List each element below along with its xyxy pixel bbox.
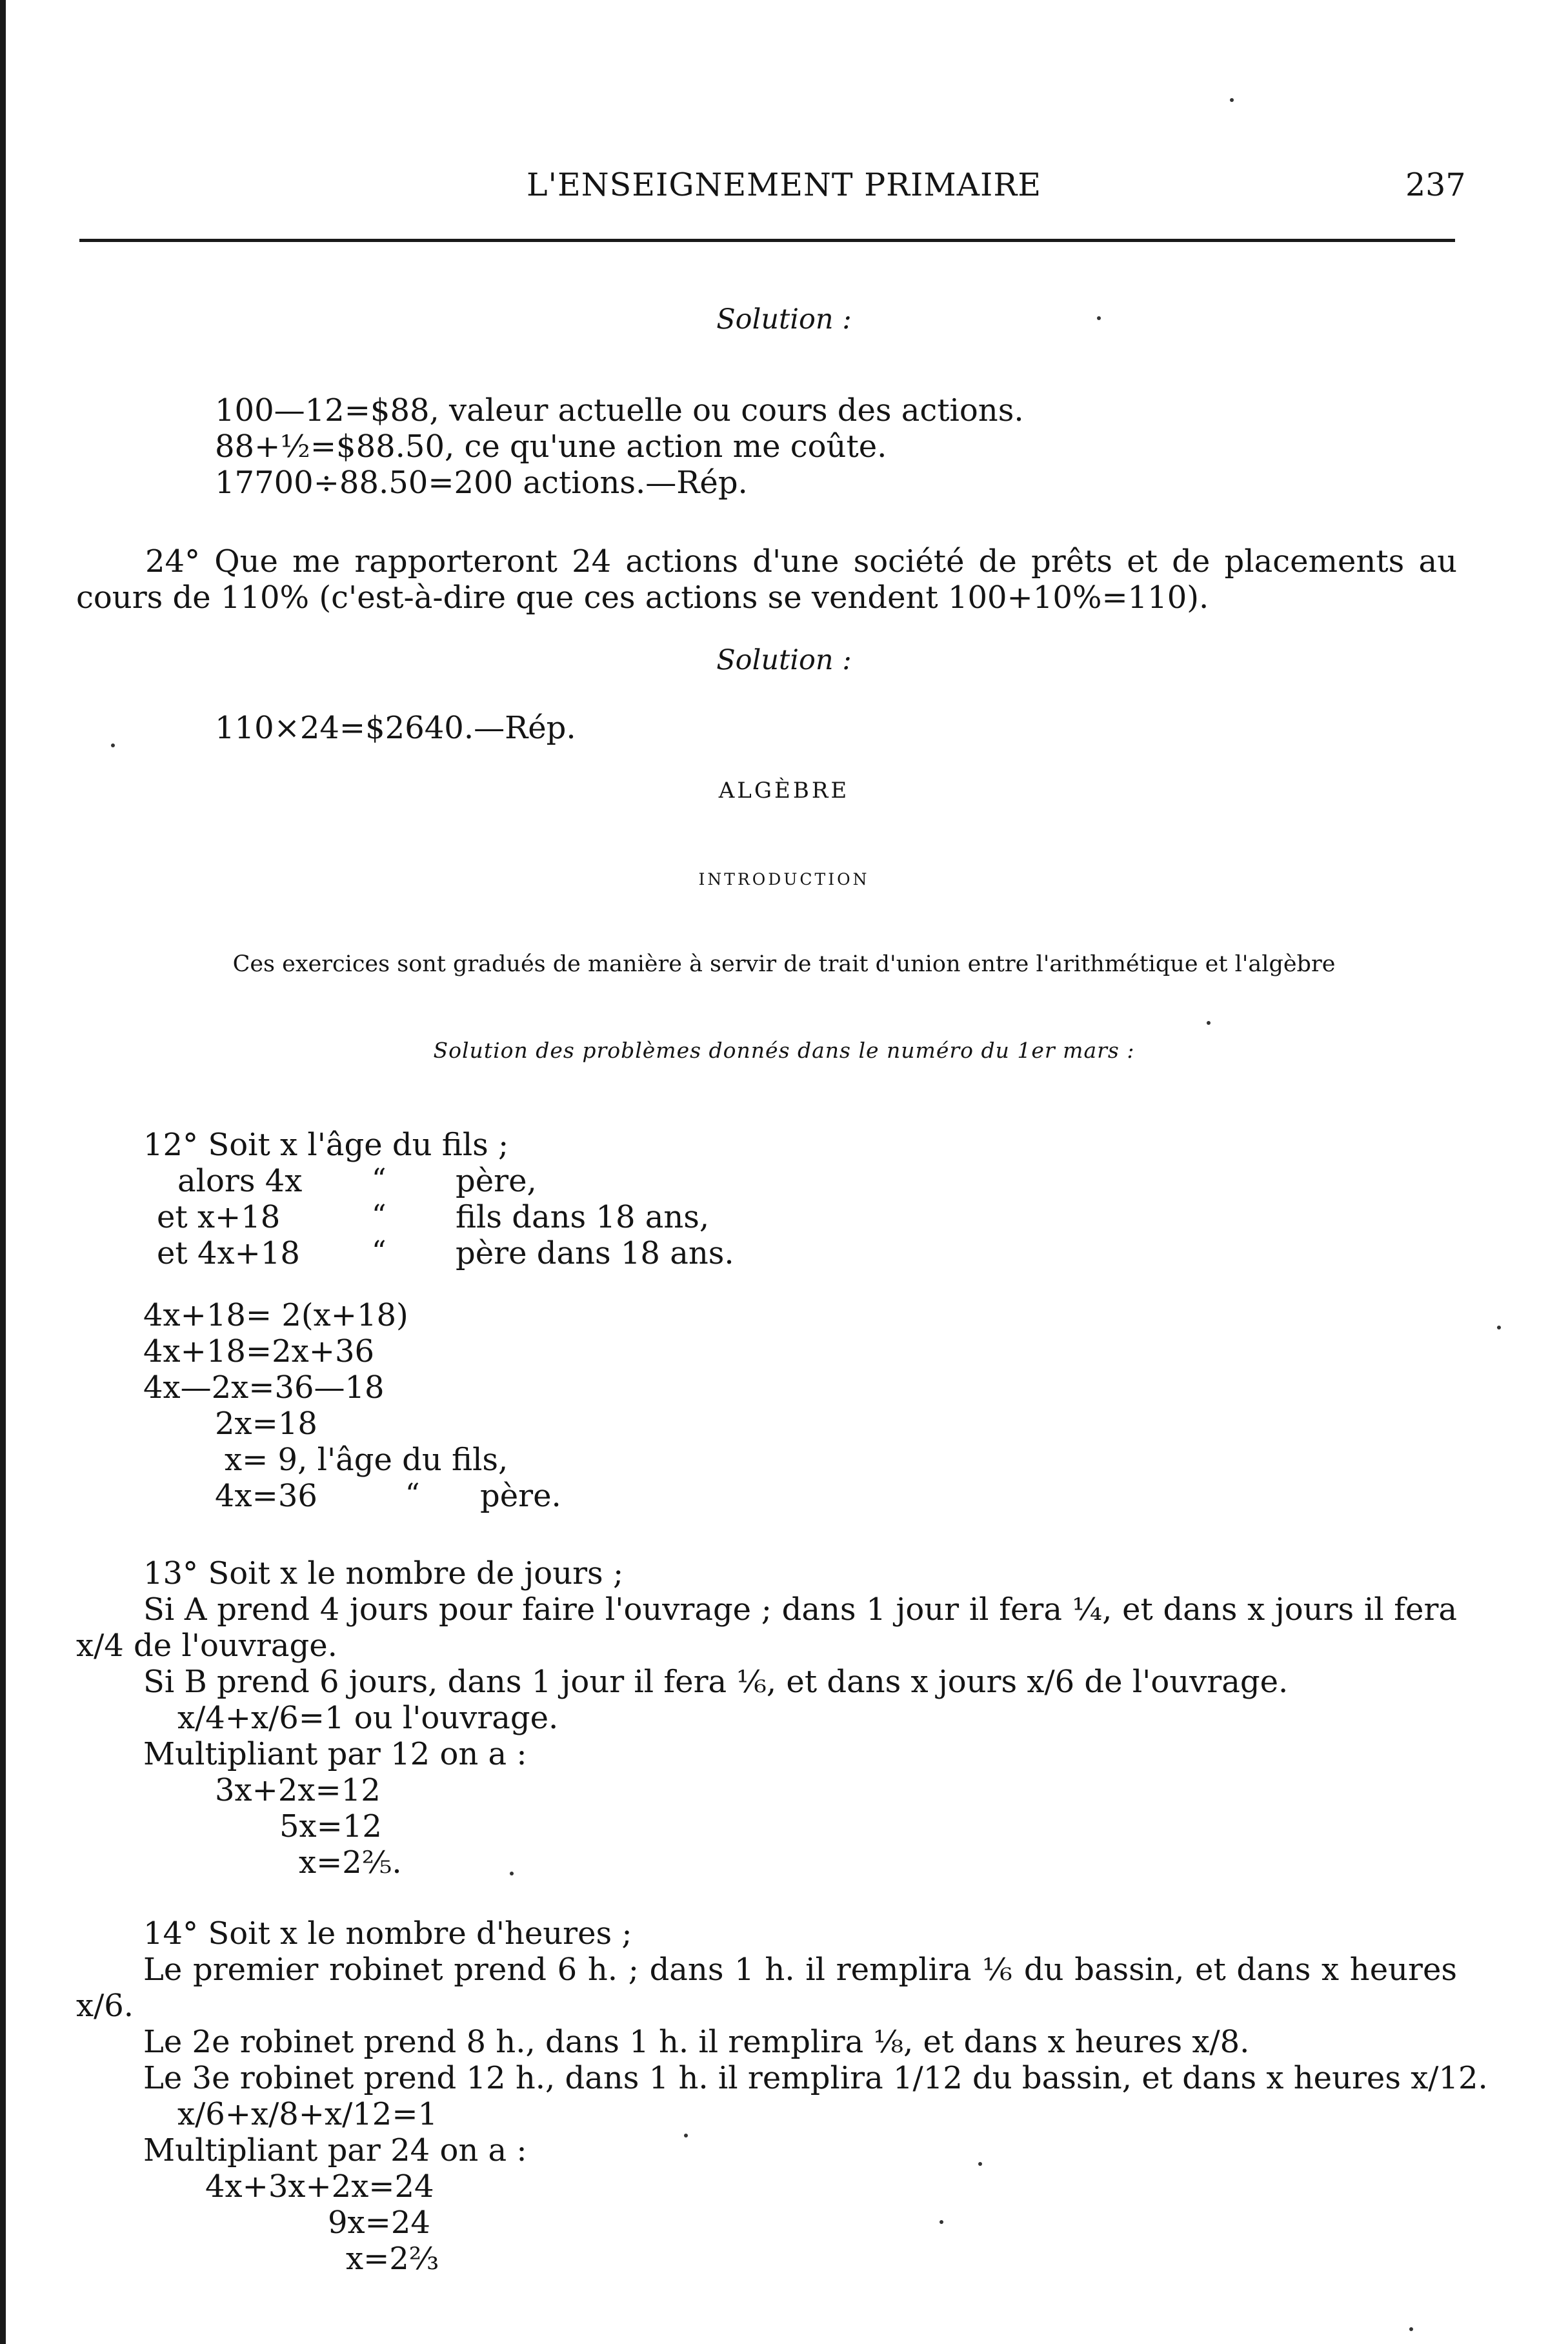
p14-line-6: Multipliant par 24 on a : — [143, 2132, 527, 2168]
scan-speck — [1207, 1021, 1211, 1025]
scan-speck — [510, 1872, 514, 1875]
p12-row-0: 12° Soit x l'âge du fils ; — [143, 1127, 509, 1163]
p12-eq-3: 4x—2x=36—18 — [143, 1369, 385, 1406]
section-intro: Ces exercices sont gradués de manière à servir de trait d'union entre l'arithmétique et l'algèbre — [232, 951, 1336, 977]
p12-row-3-ditto: “ — [372, 1235, 387, 1268]
section-title: ALGÈBRE — [718, 778, 850, 803]
p12-eq-1: 4x+18= 2(x+18) — [143, 1297, 408, 1333]
p13-paragraph-text: Si A prend 4 jours pour faire l'ouvrage ; dans 1 jour il fera ¼, et dans x jours il fera x/4 de l'ouvrage. — [76, 1591, 1457, 1664]
p13-line-5: Multipliant par 12 on a : — [143, 1736, 527, 1772]
solution-line-2: 88+½=$88.50, ce qu'une action me coûte. — [215, 429, 887, 465]
p12-row-3-right: père dans 18 ans. — [456, 1235, 734, 1271]
scan-speck — [1409, 2327, 1413, 2331]
scan-speck — [940, 2220, 943, 2224]
p12-row-1-ditto: “ — [372, 1163, 387, 1196]
p12-eq-6: 4x=36 — [215, 1478, 317, 1514]
page-number: 237 — [1405, 167, 1466, 203]
p14-line-5: x/6+x/8+x/12=1 — [177, 2096, 438, 2132]
p13-line-1: 13° Soit x le nombre de jours ; — [143, 1555, 624, 1591]
p14-line-1: 14° Soit x le nombre d'heures ; — [143, 1915, 632, 1952]
p13-line-4: x/4+x/6=1 ou l'ouvrage. — [177, 1700, 559, 1736]
p12-row-3-left: et 4x+18 — [157, 1235, 300, 1271]
p14-paragraph-text: Le premier robinet prend 6 h. ; dans 1 h. il remplira ⅙ du bassin, et dans x heures x/6. — [76, 1952, 1457, 2024]
scan-speck — [1097, 316, 1101, 320]
p12-eq-6-right: père. — [480, 1478, 561, 1514]
problem-24-text: 24° Que me rapporteront 24 actions d'une société de prêts et de placements au cours de 110% (c'est-à-dire que ces actions se vendent 100+10%=110). — [76, 543, 1457, 616]
running-head: L'ENSEIGNEMENT PRIMAIRE — [526, 167, 1041, 203]
solution-24-line: 110×24=$2640.—Rép. — [215, 710, 576, 746]
p13-eq-2: 5x=12 — [279, 1808, 382, 1844]
problem-24 — [76, 543, 1457, 616]
p12-row-1-left: alors 4x — [177, 1163, 303, 1199]
p12-eq-5: x= 9, l'âge du fils, — [225, 1442, 508, 1478]
p14-paragraph — [76, 1952, 1457, 2024]
solution-line-3: 17700÷88.50=200 actions.—Rép. — [215, 465, 748, 501]
p14-line-4: Le 3e robinet prend 12 h., dans 1 h. il remplira 1/12 du bassin, et dans x heures x/12. — [143, 2060, 1488, 2096]
p12-eq-4: 2x=18 — [215, 1406, 317, 1442]
p14-eq-2: 9x=24 — [328, 2205, 430, 2241]
scan-speck — [684, 2134, 688, 2137]
header-rule — [79, 239, 1455, 242]
section-subtitle: INTRODUCTION — [698, 870, 870, 889]
scan-speck — [978, 2162, 982, 2166]
p12-row-2-ditto: “ — [372, 1199, 387, 1232]
p12-row-2-right: fils dans 18 ans, — [456, 1199, 710, 1235]
p12-eq-2: 4x+18=2x+36 — [143, 1333, 375, 1369]
p13-line-3: Si B prend 6 jours, dans 1 jour il fera ⅙, et dans x jours x/6 de l'ouvrage. — [143, 1664, 1289, 1700]
p12-row-1-right: père, — [456, 1163, 537, 1199]
p14-line-3: Le 2e robinet prend 8 h., dans 1 h. il remplira ⅛, et dans x heures x/8. — [143, 2024, 1250, 2060]
solution-label-2: Solution : — [716, 644, 852, 676]
p14-eq-1: 4x+3x+2x=24 — [205, 2168, 434, 2205]
scan-speck — [1230, 98, 1234, 102]
solutions-heading: Solution des problèmes donnés dans le numéro du 1er mars : — [433, 1038, 1135, 1063]
p14-eq-3: x=2⅔ — [346, 2241, 439, 2277]
p13-eq-1: 3x+2x=12 — [215, 1772, 381, 1808]
solution-label: Solution : — [716, 303, 852, 336]
scan-speck — [111, 743, 115, 747]
p12-row-2-left: et x+18 — [157, 1199, 281, 1235]
p13-paragraph — [76, 1591, 1457, 1664]
p13-eq-3: x=2⅖. — [299, 1844, 402, 1881]
solution-line-1: 100—12=$88, valeur actuelle ou cours des actions. — [215, 392, 1024, 429]
p12-eq-6-ditto: “ — [405, 1478, 420, 1511]
scan-speck — [1497, 1326, 1501, 1329]
